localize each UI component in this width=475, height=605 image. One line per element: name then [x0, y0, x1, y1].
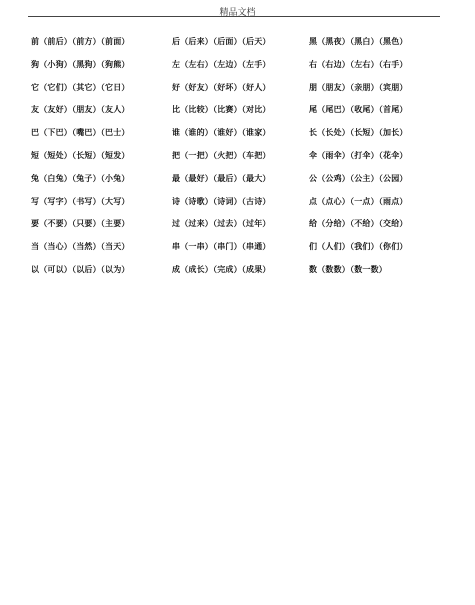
- page-header-title: 精品文档: [219, 8, 256, 18]
- vocab-entry: 谁（谁的）（谁好）（谁家）: [172, 128, 271, 138]
- vocab-entry: 以（可以）（以后）（以为）: [31, 264, 130, 274]
- vocab-entry: 过（过来）（过去）（过年）: [172, 219, 271, 229]
- vocab-row: [0, 104, 475, 127]
- vocab-row: [0, 59, 475, 82]
- vocab-entry: 前（前后）（前方）（前面）: [31, 37, 130, 46]
- vocab-entry: 后（后来）（后面）（后天）: [172, 37, 271, 46]
- vocab-entry: 狗（小狗）（黑狗）（狗熊）: [31, 59, 130, 69]
- vocab-entry: 左（左右）（左边）（左手）: [172, 59, 271, 69]
- vocab-entry: 右（右边）（左右）（右手）: [309, 59, 408, 69]
- vocab-entry: 它（它们）（其它）（它日）: [31, 82, 130, 92]
- vocab-row: [0, 218, 475, 241]
- vocab-row: [0, 127, 475, 150]
- vocab-entry: 串（一串）（串门）（串通）: [172, 242, 271, 252]
- vocab-entry: 伞（雨伞）（打伞）（花伞）: [309, 150, 408, 160]
- vocab-entry: 尾（尾巴）（收尾）（首尾）: [309, 105, 408, 115]
- vocab-entry: 成（成长）（完成）（成果）: [172, 264, 271, 274]
- vocab-entry: 比（比较）（比赛）（对比）: [172, 105, 271, 115]
- vocab-entry: 把（一把）（火把）（车把）: [172, 150, 271, 160]
- vocab-entry: 好（好友）（好坏）（好人）: [172, 82, 271, 92]
- vocab-entry: 公（公鸡）（公主）（公园）: [309, 173, 408, 183]
- vocab-entry: 写（写字）（书写）（大写）: [31, 196, 130, 206]
- header-divider: [28, 16, 440, 17]
- vocab-entry: 巴（下巴）（嘴巴）（巴士）: [31, 128, 130, 138]
- vocab-entry: 短（短处）（长短）（短发）: [31, 150, 130, 160]
- vocabulary-grid: [0, 36, 475, 287]
- vocab-entry: 给（分给）（不给）（交给）: [309, 219, 408, 229]
- vocab-entry: 友（友好）（朋友）（友人）: [31, 105, 130, 115]
- vocab-row: [0, 36, 475, 59]
- vocab-row: [0, 173, 475, 196]
- vocab-entry: 长（长处）（长短）（加长）: [309, 128, 408, 138]
- vocab-entry: 黑（黑夜）（黑白）（黑色）: [309, 37, 408, 46]
- vocab-entry: 朋（朋友）（亲朋）（宾朋）: [309, 82, 408, 92]
- vocab-row: [0, 82, 475, 105]
- vocab-entry: 数（数数）（数一数）: [309, 264, 387, 274]
- vocab-entry: 诗（诗歌）（诗词）（古诗）: [172, 196, 271, 206]
- vocab-row: [0, 241, 475, 264]
- vocab-row: [0, 264, 475, 287]
- vocab-entry: 最（最好）（最后）（最大）: [172, 173, 271, 183]
- vocab-entry: 兔（白兔）（兔子）（小兔）: [31, 173, 130, 183]
- vocab-entry: 们（人们）（我们）（你们）: [309, 242, 408, 252]
- vocab-entry: 当（当心）（当然）（当天）: [31, 242, 130, 252]
- vocab-row: [0, 196, 475, 219]
- vocab-entry: 要（不要）（只要）（主要）: [31, 219, 130, 229]
- vocab-row: [0, 150, 475, 173]
- vocab-entry: 点（点心）（一点）（雨点）: [309, 196, 408, 206]
